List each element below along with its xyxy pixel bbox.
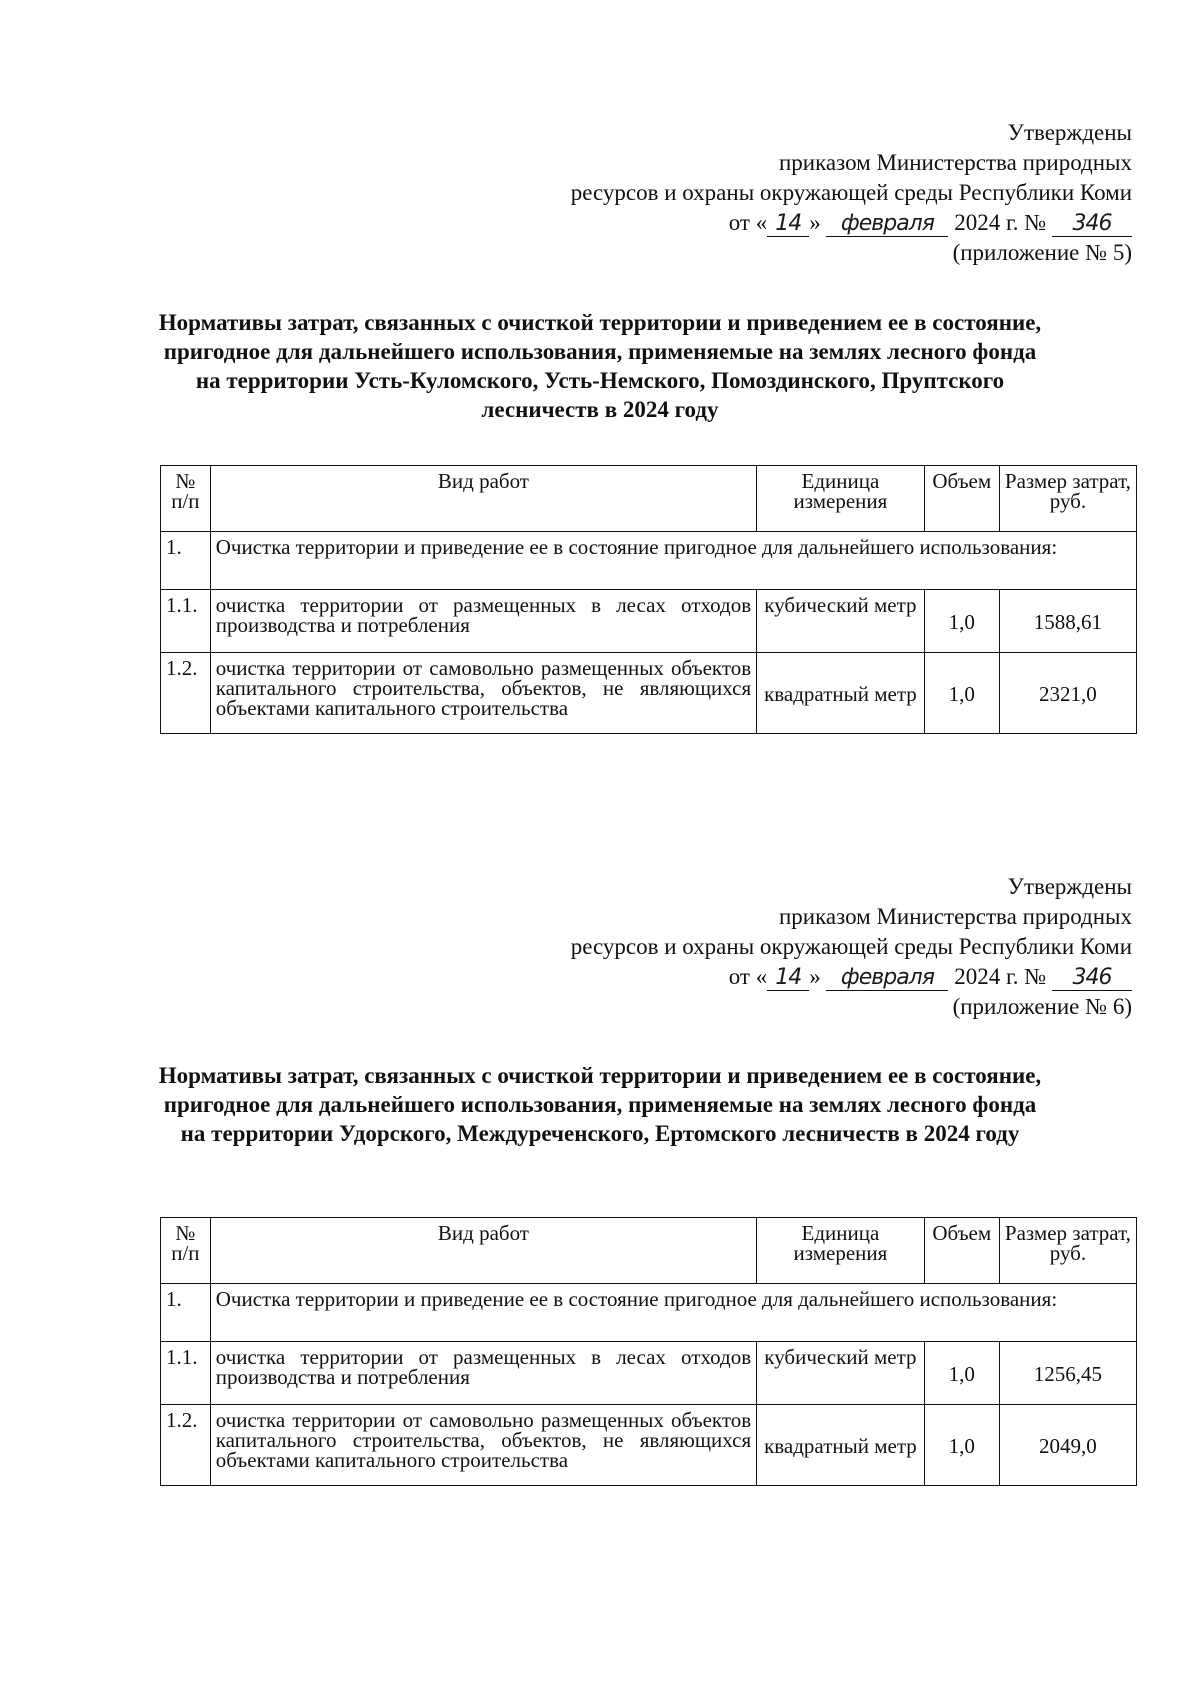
row-work: очистка территории от самовольно размещенных объектов капитального строительства, объектов, не являющихся объектами капитального строительства bbox=[210, 653, 756, 734]
header-work-type: Вид работ bbox=[210, 1218, 756, 1284]
row-unit: кубический метр bbox=[757, 1342, 925, 1405]
handwritten-order-number: 346 bbox=[1052, 212, 1132, 237]
row-volume: 1,0 bbox=[924, 1342, 999, 1405]
handwritten-month: февраля bbox=[826, 966, 948, 991]
row-volume: 1,0 bbox=[924, 1405, 999, 1486]
row-cost: 1588,61 bbox=[999, 590, 1136, 653]
date-mid: » bbox=[809, 210, 827, 235]
row-num: 1. bbox=[161, 532, 211, 590]
row-num: 1.2. bbox=[161, 653, 211, 734]
header-cost: Размер затрат, руб. bbox=[999, 466, 1136, 532]
approval-line-order: приказом Министерства природных bbox=[778, 150, 1132, 175]
header-num: № п/п bbox=[161, 466, 211, 532]
header-volume: Объем bbox=[924, 1218, 999, 1284]
handwritten-month: февраля bbox=[826, 212, 948, 237]
date-prefix: от « bbox=[728, 964, 768, 989]
approval-line-order: приказом Министерства природных bbox=[778, 904, 1132, 929]
date-prefix: от « bbox=[728, 210, 768, 235]
row-cost: 2049,0 bbox=[999, 1405, 1136, 1486]
row-unit: квадратный метр bbox=[757, 653, 925, 734]
row-work: очистка территории от самовольно размещенных объектов капитального строительства, объектов, не являющихся объектами капитального строительства bbox=[210, 1405, 756, 1486]
row-work: очистка территории от размещенных в лесах отходов производства и потребления bbox=[210, 1342, 756, 1405]
date-year: 2024 г. № bbox=[948, 210, 1052, 235]
group-description: Очистка территории и приведение ее в состояние пригодное для дальнейшего использования: bbox=[210, 532, 1136, 590]
row-cost: 2321,0 bbox=[999, 653, 1136, 734]
table-row bbox=[161, 1342, 1137, 1405]
handwritten-order-number: 346 bbox=[1052, 966, 1132, 991]
table-row bbox=[161, 1405, 1137, 1486]
header-unit: Единица измерения bbox=[757, 466, 925, 532]
table-header-row bbox=[161, 1218, 1137, 1284]
document-title: Нормативы затрат, связанных с очисткой территории и приведением ее в состояние, пригодное для дальнейшего использования, применяемые на землях лесного фонда на территории Удорского, Междуреченского, Ертомского лесничеств в 2024 году bbox=[158, 1063, 1042, 1146]
header-cost: Размер затрат, руб. bbox=[999, 1218, 1136, 1284]
date-year: 2024 г. № bbox=[948, 964, 1052, 989]
appendix-label: (приложение № 5) bbox=[952, 240, 1132, 265]
row-cost: 1256,45 bbox=[999, 1342, 1136, 1405]
row-unit: кубический метр bbox=[757, 590, 925, 653]
document-title: Нормативы затрат, связанных с очисткой территории и приведением ее в состояние, пригодное для дальнейшего использования, применяемые на землях лесного фонда на территории Усть-Куломского, Усть-Немского, Помоздинского, Пруптского лесничеств в 2024 году bbox=[158, 310, 1042, 422]
norms-table bbox=[160, 465, 1137, 734]
table-row bbox=[161, 590, 1137, 653]
row-num: 1. bbox=[161, 1284, 211, 1342]
approval-line-approved: Утверждены bbox=[1007, 874, 1132, 899]
row-num: 1.1. bbox=[161, 1342, 211, 1405]
norms-table bbox=[160, 1217, 1137, 1486]
table-row bbox=[161, 1284, 1137, 1342]
row-work: очистка территории от размещенных в лесах отходов производства и потребления bbox=[210, 590, 756, 653]
date-mid: » bbox=[809, 964, 827, 989]
handwritten-day: 14 bbox=[767, 212, 809, 237]
approval-line-ministry: ресурсов и охраны окружающей среды Республики Коми bbox=[570, 934, 1132, 959]
approval-line-ministry: ресурсов и охраны окружающей среды Республики Коми bbox=[570, 180, 1132, 205]
row-num: 1.1. bbox=[161, 590, 211, 653]
header-num: № п/п bbox=[161, 1218, 211, 1284]
table-header-row bbox=[161, 466, 1137, 532]
approval-block bbox=[571, 118, 1132, 268]
approval-line-approved: Утверждены bbox=[1007, 120, 1132, 145]
approval-date-line bbox=[571, 208, 1132, 238]
row-volume: 1,0 bbox=[924, 590, 999, 653]
row-volume: 1,0 bbox=[924, 653, 999, 734]
row-num: 1.2. bbox=[161, 1405, 211, 1486]
approval-block bbox=[571, 872, 1132, 1022]
table-row bbox=[161, 532, 1137, 590]
header-work-type: Вид работ bbox=[210, 466, 756, 532]
header-volume: Объем bbox=[924, 466, 999, 532]
row-unit: квадратный метр bbox=[757, 1405, 925, 1486]
approval-date-line bbox=[571, 962, 1132, 992]
header-unit: Единица измерения bbox=[757, 1218, 925, 1284]
handwritten-day: 14 bbox=[767, 966, 809, 991]
table-row bbox=[161, 653, 1137, 734]
group-description: Очистка территории и приведение ее в состояние пригодное для дальнейшего использования: bbox=[210, 1284, 1136, 1342]
appendix-label: (приложение № 6) bbox=[952, 994, 1132, 1019]
